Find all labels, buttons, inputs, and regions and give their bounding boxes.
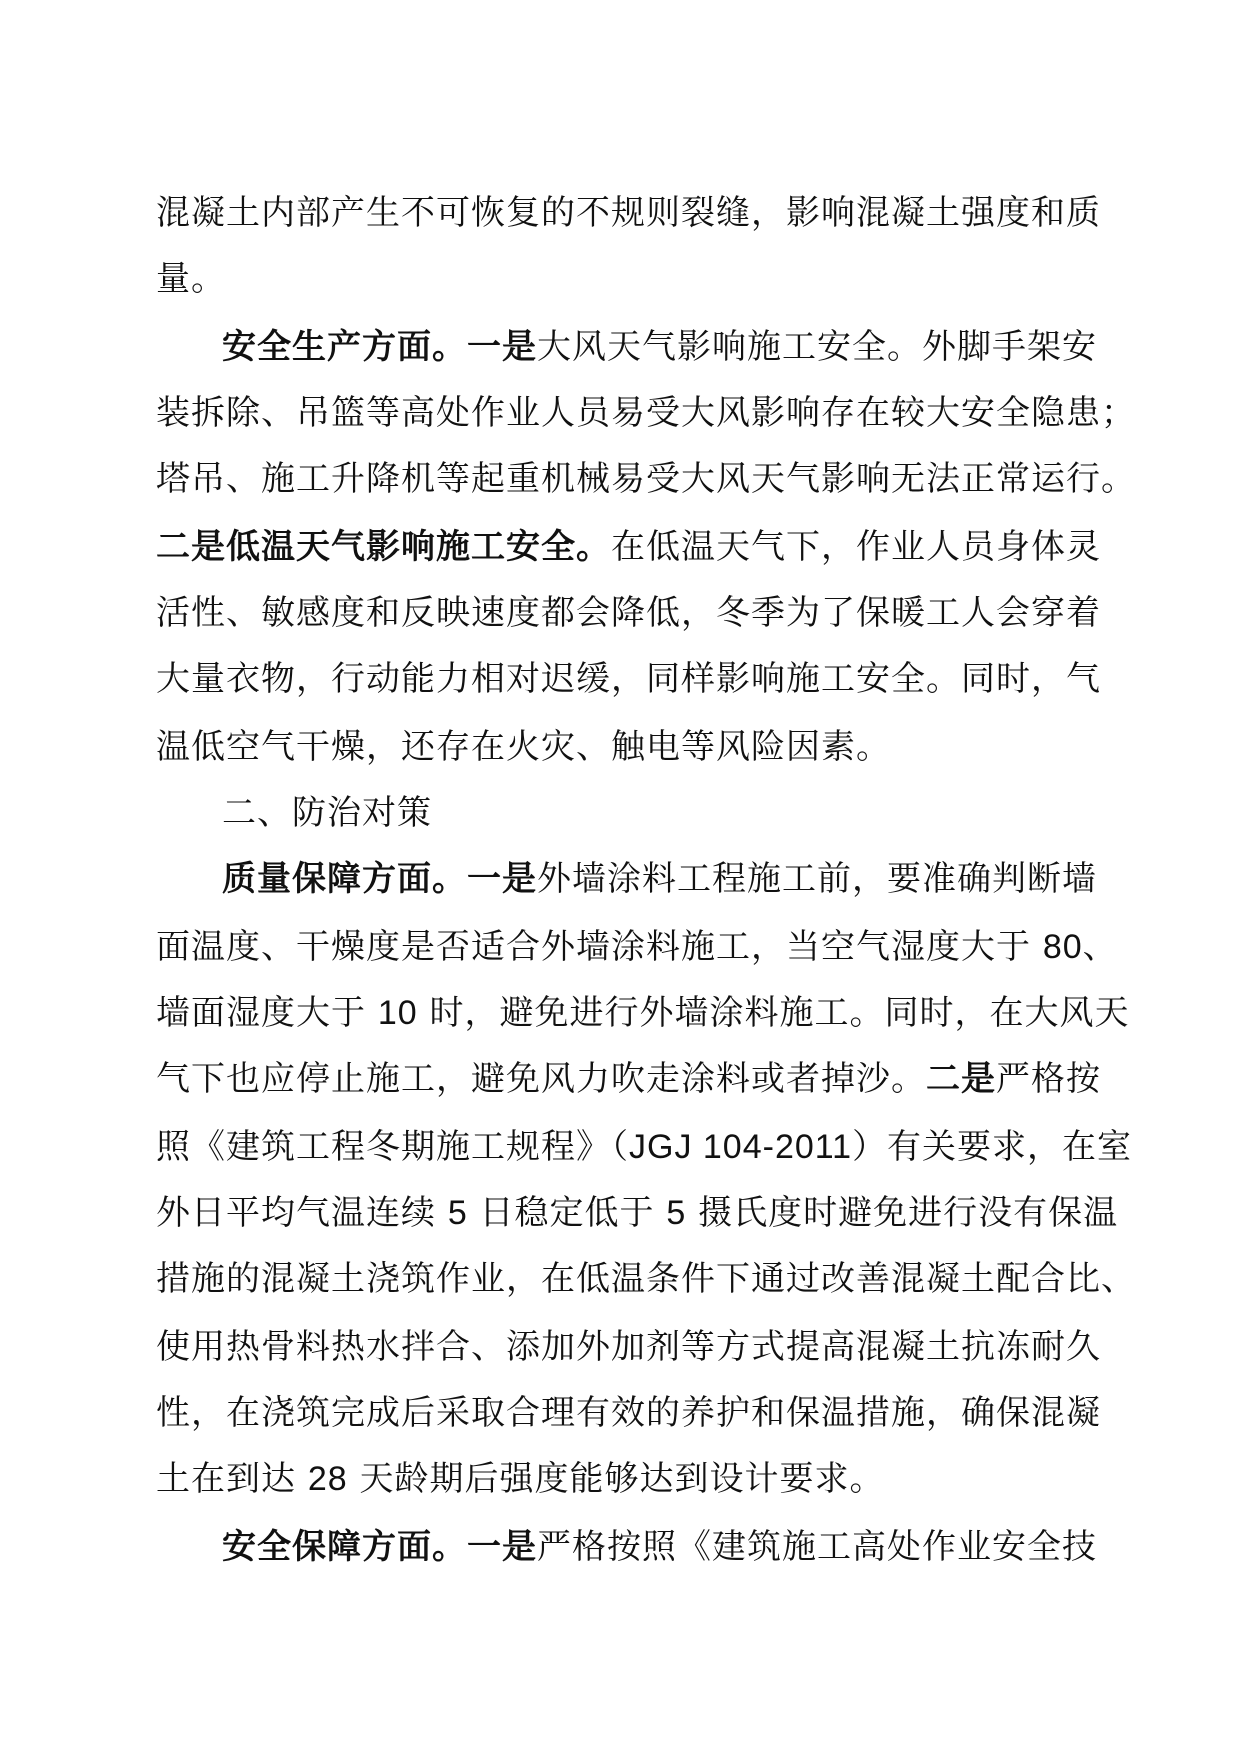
bold-heading: 安全生产方面。一是: [222, 327, 537, 367]
text-line: 气下也应停止施工，避免风力吹走涂料或者掉沙。二是严格按: [156, 1059, 1101, 1099]
text-line: 量。: [156, 259, 226, 299]
paragraph-quality-assurance: 质量保障方面。一是外墙涂料工程施工前，要准确判断墙: [222, 859, 1097, 899]
section-heading: 二、防治对策: [222, 793, 432, 833]
text-line: 二是低温天气影响施工安全。在低温天气下，作业人员身体灵: [156, 527, 1101, 567]
text-line: 面温度、干燥度是否适合外墙涂料施工，当空气湿度大于 80、: [156, 927, 1118, 967]
text-line: 塔吊、施工升降机等起重机械易受大风天气影响无法正常运行。: [156, 459, 1136, 499]
text-line: 使用热骨料热水拌合、添加外加剂等方式提高混凝土抗冻耐久: [156, 1327, 1101, 1367]
text-line: 照《建筑工程冬期施工规程》（JGJ 104-2011）有关要求，在室: [156, 1127, 1133, 1167]
text-line: 措施的混凝土浇筑作业，在低温条件下通过改善混凝土配合比、: [156, 1259, 1136, 1299]
paragraph-safety-production: 安全生产方面。一是大风天气影响施工安全。外脚手架安: [222, 327, 1097, 367]
text-line: 温低空气干燥，还存在火灾、触电等风险因素。: [156, 727, 891, 767]
paragraph-safety-assurance: 安全保障方面。一是严格按照《建筑施工高处作业安全技: [222, 1527, 1097, 1567]
bold-heading: 二是: [926, 1059, 996, 1099]
bold-heading: 安全保障方面。一是: [222, 1527, 537, 1567]
text-line: 土在到达 28 天龄期后强度能够达到设计要求。: [156, 1459, 885, 1499]
text-line: 墙面湿度大于 10 时，避免进行外墙涂料施工。同时，在大风天: [156, 993, 1130, 1033]
text-line: 活性、敏感度和反映速度都会降低，冬季为了保暖工人会穿着: [156, 593, 1101, 633]
text-line: 大量衣物，行动能力相对迟缓，同样影响施工安全。同时，气: [156, 659, 1101, 699]
text-line: 外日平均气温连续 5 日稳定低于 5 摄氏度时避免进行没有保温: [156, 1193, 1119, 1233]
text-line: 性，在浇筑完成后采取合理有效的养护和保温措施，确保混凝: [156, 1393, 1101, 1433]
bold-heading: 二是低温天气影响施工安全。: [156, 527, 611, 567]
text-line: 混凝土内部产生不可恢复的不规则裂缝，影响混凝土强度和质: [156, 193, 1101, 233]
text-line: 装拆除、吊篮等高处作业人员易受大风影响存在较大安全隐患；: [156, 393, 1136, 433]
bold-heading: 质量保障方面。一是: [222, 859, 537, 899]
